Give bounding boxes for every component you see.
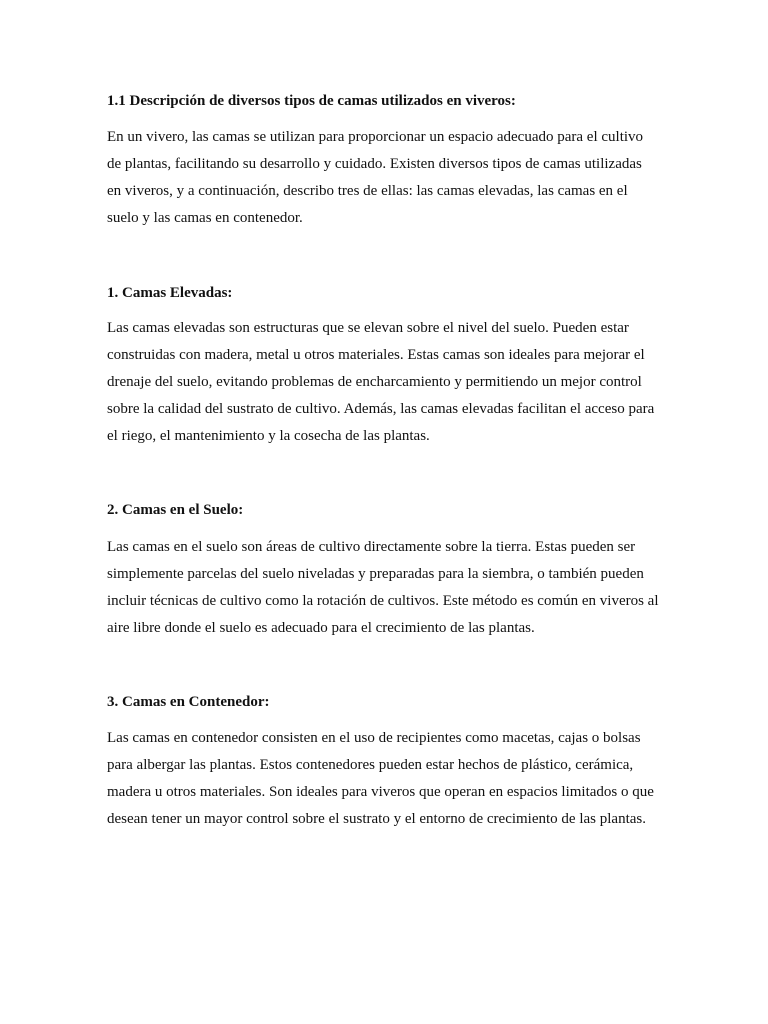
section-paragraph-camas-en-contenedor [107, 725, 667, 833]
paragraph-line: suelo y las camas en contenedor. [107, 210, 303, 226]
paragraph-line: simplemente parcelas del suelo niveladas y preparadas para la siembra, o también pueden [107, 566, 644, 582]
section-paragraph-camas-en-el-suelo [107, 534, 667, 642]
paragraph-line: para albergar las plantas. Estos contenedores pueden estar hechos de plástico, cerámica, [107, 757, 634, 773]
paragraph-line: madera u otros materiales. Son ideales para viveros que operan en espacios limitados o que [107, 784, 654, 800]
paragraph-line: sobre la calidad del sustrato de cultivo. Además, las camas elevadas facilitan el acceso para [107, 401, 655, 417]
paragraph-line: drenaje del suelo, evitando problemas de encharcamiento y permitiendo un mejor control [107, 374, 642, 390]
intro-paragraph [107, 124, 667, 232]
paragraph-line: en viveros, y a continuación, describo tres de ellas: las camas elevadas, las camas en el [107, 183, 628, 199]
section-heading-camas-en-el-suelo: 2. Camas en el Suelo: [107, 502, 244, 518]
section-heading-camas-en-contenedor: 3. Camas en Contenedor: [107, 694, 270, 710]
paragraph-line: Las camas en el suelo son áreas de cultivo directamente sobre la tierra. Estas pueden ser [107, 539, 636, 555]
paragraph-line: construidas con madera, metal u otros materiales. Estas camas son ideales para mejorar el [107, 347, 645, 363]
section-heading-camas-elevadas: 1. Camas Elevadas: [107, 285, 233, 301]
paragraph-line: desean tener un mayor control sobre el sustrato y el entorno de crecimiento de las plantas. [107, 811, 646, 827]
section-paragraph-camas-elevadas [107, 315, 667, 450]
paragraph-line: de plantas, facilitando su desarrollo y cuidado. Existen diversos tipos de camas utilizadas [107, 156, 642, 172]
paragraph-line: Las camas elevadas son estructuras que se elevan sobre el nivel del suelo. Pueden estar [107, 320, 629, 336]
paragraph-line: el riego, el mantenimiento y la cosecha de las plantas. [107, 428, 430, 444]
main-heading: 1.1 Descripción de diversos tipos de camas utilizados en viveros: [107, 93, 516, 109]
paragraph-line: aire libre donde el suelo es adecuado para el crecimiento de las plantas. [107, 620, 535, 636]
paragraph-line: incluir técnicas de cultivo como la rotación de cultivos. Este método es común en viveros al [107, 593, 659, 609]
paragraph-line: En un vivero, las camas se utilizan para proporcionar un espacio adecuado para el cultivo [107, 129, 644, 145]
paragraph-line: Las camas en contenedor consisten en el uso de recipientes como macetas, cajas o bolsas [107, 730, 641, 746]
